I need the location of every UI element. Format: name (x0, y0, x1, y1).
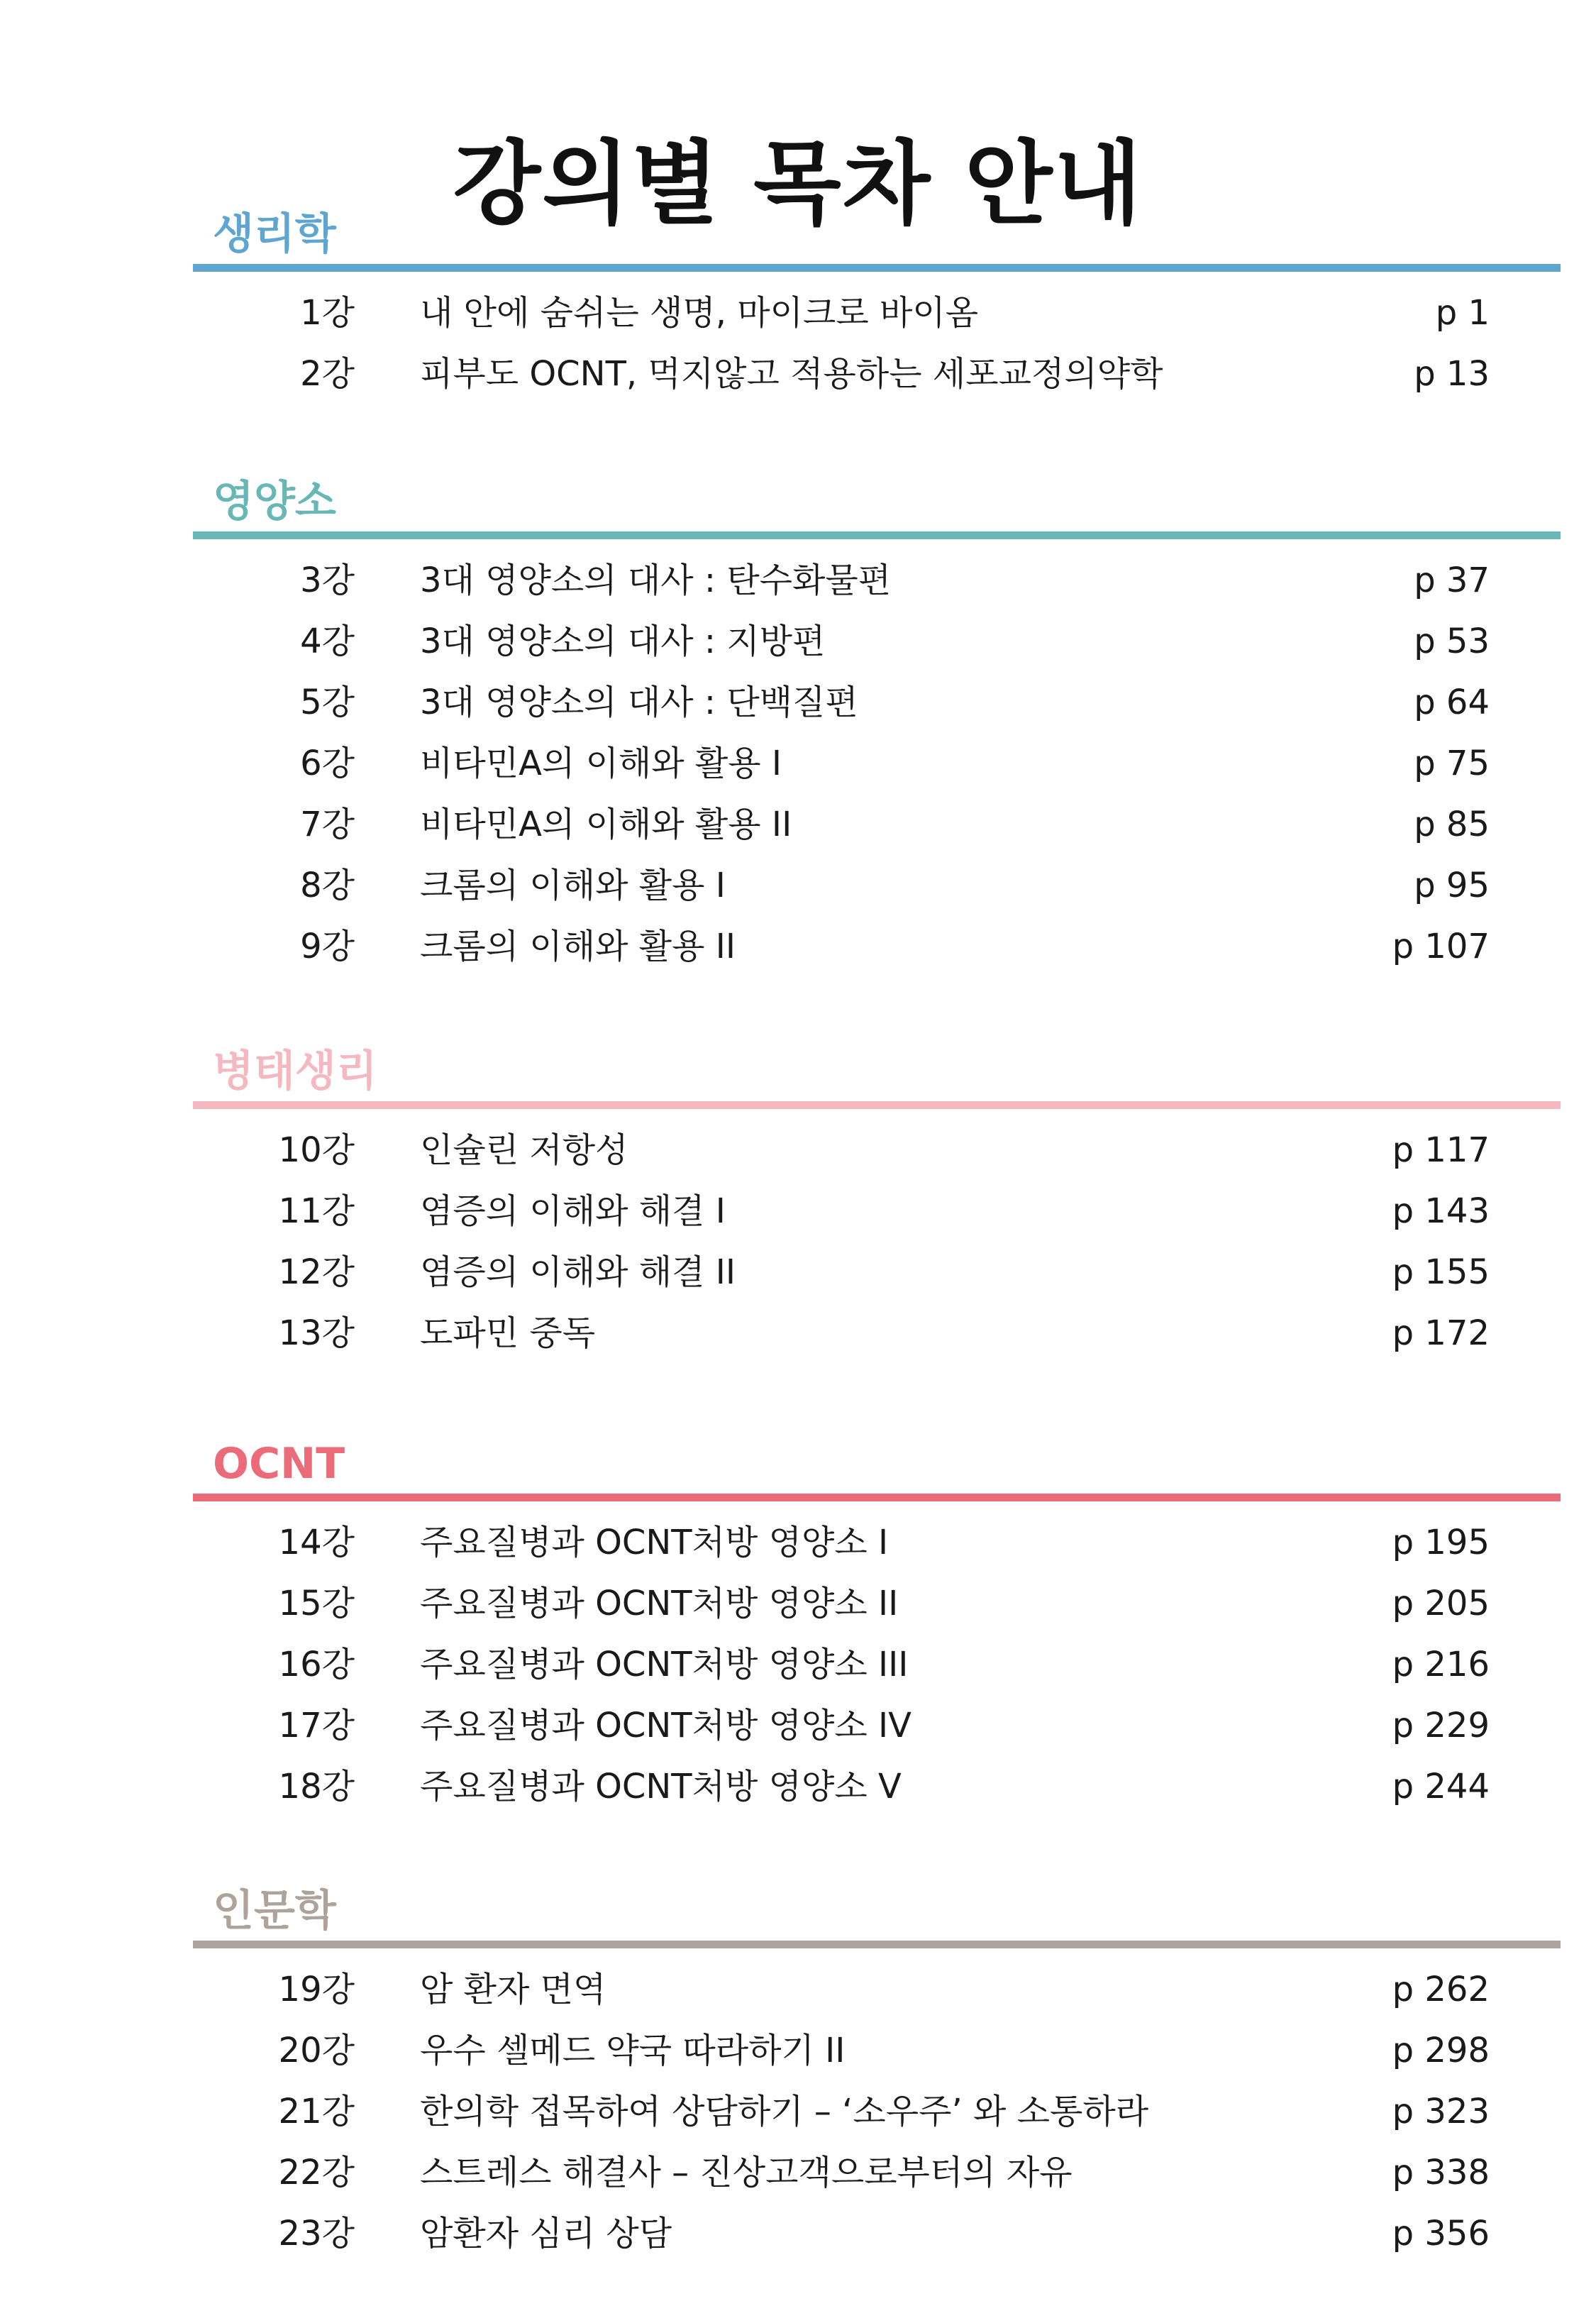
lecture-page: p 13 (1414, 354, 1490, 394)
section-heading: 병태생리 (213, 1047, 377, 1096)
lecture-title: 피부도 OCNT, 먹지않고 적용하는 세포교정의약학 (420, 354, 1163, 394)
lecture-title: 암환자 심리 상담 (420, 2214, 672, 2253)
lecture-page: p 85 (1414, 805, 1490, 844)
lecture-number: 22강 (278, 2153, 355, 2192)
lecture-row[interactable] (0, 672, 1596, 733)
lecture-number: 12강 (278, 1252, 355, 1292)
section-heading: 생리학 (213, 209, 336, 259)
lecture-page: p 229 (1392, 1706, 1490, 1745)
section-heading: 인문학 (213, 1886, 336, 1936)
lecture-number: 7강 (300, 805, 355, 844)
lecture-list (0, 1959, 1596, 2264)
section-divider (193, 1101, 1561, 1109)
lecture-number: 16강 (278, 1645, 355, 1684)
lecture-page: p 338 (1392, 2153, 1490, 2192)
lecture-page: p 195 (1392, 1523, 1490, 1562)
lecture-row[interactable] (0, 1573, 1596, 1634)
lecture-title: 주요질병과 OCNT처방 영양소 II (420, 1584, 899, 1623)
lecture-row[interactable] (0, 916, 1596, 977)
lecture-number: 5강 (300, 683, 355, 722)
lecture-title: 3대 영양소의 대사 : 지방편 (420, 622, 826, 661)
lecture-row[interactable] (0, 733, 1596, 794)
lecture-title: 3대 영양소의 대사 : 탄수화물편 (420, 561, 892, 600)
lecture-number: 9강 (300, 927, 355, 966)
section-divider (193, 1941, 1561, 1948)
lecture-title: 암 환자 면역 (420, 1970, 606, 2009)
lecture-number: 1강 (300, 293, 355, 333)
lecture-number: 19강 (278, 1970, 355, 2009)
lecture-page: p 298 (1392, 2031, 1490, 2070)
lecture-row[interactable] (0, 550, 1596, 611)
lecture-row[interactable] (0, 343, 1596, 404)
lecture-row[interactable] (0, 2020, 1596, 2081)
lecture-row[interactable] (0, 2203, 1596, 2264)
lecture-page: p 1 (1435, 293, 1490, 333)
lecture-page: p 75 (1414, 744, 1490, 783)
lecture-row[interactable] (0, 1959, 1596, 2020)
lecture-row[interactable] (0, 282, 1596, 343)
lecture-row[interactable] (0, 794, 1596, 855)
lecture-page: p 64 (1414, 683, 1490, 722)
lecture-title: 내 안에 숨쉬는 생명, 마이크로 바이옴 (420, 293, 979, 333)
lecture-number: 10강 (278, 1130, 355, 1170)
lecture-title: 한의학 접목하여 상담하기 – ‘소우주’ 와 소통하라 (420, 2092, 1149, 2131)
lecture-page: p 143 (1392, 1191, 1490, 1231)
lecture-number: 14강 (278, 1523, 355, 1562)
lecture-title: 크롬의 이해와 활용 II (420, 927, 736, 966)
lecture-number: 4강 (300, 622, 355, 661)
lecture-row[interactable] (0, 2081, 1596, 2142)
lecture-number: 18강 (278, 1767, 355, 1806)
lecture-title: 주요질병과 OCNT처방 영양소 I (420, 1523, 889, 1562)
lecture-number: 11강 (278, 1191, 355, 1231)
lecture-number: 13강 (278, 1313, 355, 1353)
lecture-number: 17강 (278, 1706, 355, 1745)
lecture-page: p 117 (1392, 1130, 1490, 1170)
lecture-list (0, 550, 1596, 977)
lecture-page: p 244 (1392, 1767, 1490, 1806)
lecture-number: 3강 (300, 561, 355, 600)
lecture-row[interactable] (0, 611, 1596, 672)
lecture-list (0, 1512, 1596, 1817)
lecture-row[interactable] (0, 1756, 1596, 1817)
lecture-title: 도파민 중독 (420, 1313, 596, 1353)
lecture-row[interactable] (0, 2142, 1596, 2203)
lecture-title: 염증의 이해와 해결 I (420, 1191, 726, 1231)
lecture-title: 비타민A의 이해와 활용 II (420, 805, 792, 844)
lecture-list (0, 282, 1596, 404)
lecture-page: p 262 (1392, 1970, 1490, 2009)
lecture-page: p 323 (1392, 2092, 1490, 2131)
lecture-number: 8강 (300, 866, 355, 905)
lecture-page: p 356 (1392, 2214, 1490, 2253)
lecture-title: 우수 셀메드 약국 따라하기 II (420, 2031, 846, 2070)
lecture-row[interactable] (0, 1303, 1596, 1364)
lecture-page: p 172 (1392, 1313, 1490, 1353)
lecture-title: 주요질병과 OCNT처방 영양소 V (420, 1767, 902, 1806)
lecture-title: 크롬의 이해와 활용 I (420, 866, 726, 905)
lecture-number: 6강 (300, 744, 355, 783)
lecture-title: 3대 영양소의 대사 : 단백질편 (420, 683, 858, 722)
lecture-title: 염증의 이해와 해결 II (420, 1252, 736, 1292)
lecture-page: p 216 (1392, 1645, 1490, 1684)
lecture-page: p 37 (1414, 561, 1490, 600)
lecture-number: 20강 (278, 2031, 355, 2070)
lecture-number: 23강 (278, 2214, 355, 2253)
lecture-row[interactable] (0, 1634, 1596, 1695)
section-divider (193, 1494, 1561, 1501)
lecture-row[interactable] (0, 1120, 1596, 1181)
lecture-page: p 53 (1414, 622, 1490, 661)
lecture-title: 스트레스 해결사 – 진상고객으로부터의 자유 (420, 2153, 1073, 2192)
section-heading: OCNT (213, 1439, 345, 1489)
lecture-number: 15강 (278, 1584, 355, 1623)
lecture-row[interactable] (0, 855, 1596, 916)
lecture-page: p 95 (1414, 866, 1490, 905)
lecture-title: 인슐린 저항성 (420, 1130, 628, 1170)
section-divider (193, 264, 1561, 272)
lecture-number: 21강 (278, 2092, 355, 2131)
lecture-list (0, 1120, 1596, 1364)
lecture-page: p 155 (1392, 1252, 1490, 1292)
lecture-row[interactable] (0, 1695, 1596, 1756)
lecture-page: p 205 (1392, 1584, 1490, 1623)
lecture-row[interactable] (0, 1181, 1596, 1242)
lecture-page: p 107 (1392, 927, 1490, 966)
lecture-title: 주요질병과 OCNT처방 영양소 IV (420, 1706, 911, 1745)
page-title: 강의별 목차 안내 (453, 131, 1143, 237)
lecture-row[interactable] (0, 1512, 1596, 1573)
section-heading: 영양소 (213, 477, 336, 526)
lecture-number: 2강 (300, 354, 355, 394)
lecture-title: 주요질병과 OCNT처방 영양소 III (420, 1645, 909, 1684)
lecture-title: 비타민A의 이해와 활용 I (420, 744, 782, 783)
lecture-row[interactable] (0, 1242, 1596, 1303)
section-divider (193, 531, 1561, 539)
